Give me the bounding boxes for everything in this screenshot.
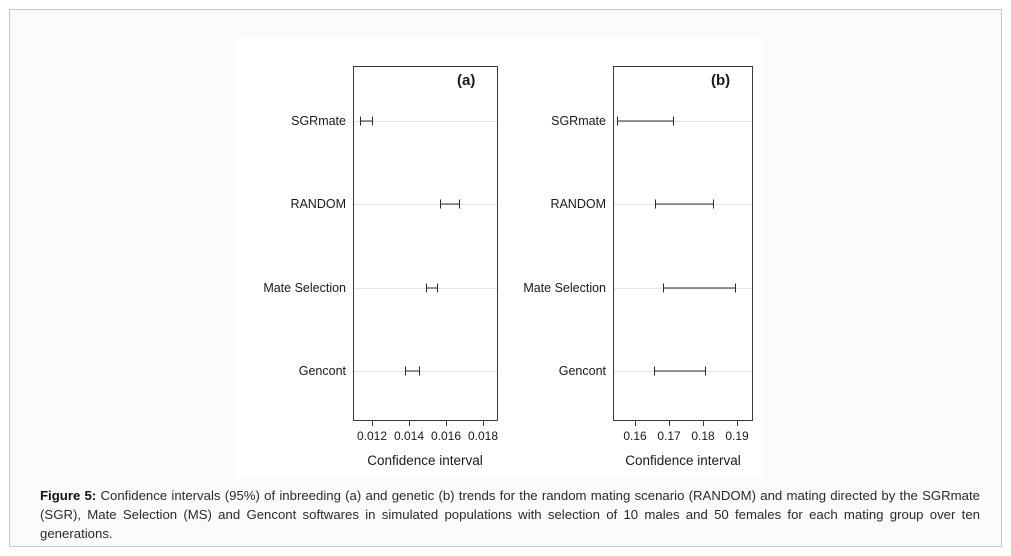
- figure-caption: [40, 486, 980, 543]
- category-label: Mate Selection: [263, 281, 346, 295]
- interval-cap-upper: [372, 117, 373, 126]
- x-axis-tick: [635, 421, 636, 426]
- confidence-interval-bar: [654, 371, 706, 372]
- x-axis-tick-label: 0.18: [691, 429, 715, 443]
- interval-cap-lower: [440, 200, 441, 209]
- category-label: SGRmate: [291, 114, 346, 128]
- interval-cap-lower: [426, 284, 427, 293]
- interval-cap-upper: [459, 200, 460, 209]
- category-label: SGRmate: [551, 114, 606, 128]
- figure-caption-label: Figure 5:: [40, 488, 97, 503]
- x-axis-tick: [446, 421, 447, 426]
- interval-cap-upper: [419, 367, 420, 376]
- x-axis-tick-label: 0.17: [657, 429, 681, 443]
- x-axis-tick: [669, 421, 670, 426]
- x-axis-tick-label: 0.014: [393, 429, 425, 443]
- x-axis-title: Confidence interval: [367, 453, 483, 468]
- plot-frame-b: [613, 66, 753, 421]
- interval-cap-lower: [360, 117, 361, 126]
- interval-cap-lower: [617, 117, 618, 126]
- category-label: Mate Selection: [523, 281, 606, 295]
- x-axis-tick: [483, 421, 484, 426]
- interval-cap-upper: [735, 284, 736, 293]
- category-label: RANDOM: [550, 197, 606, 211]
- confidence-interval-bar: [405, 371, 420, 372]
- chart-panel-b: [503, 38, 763, 478]
- interval-cap-upper: [673, 117, 674, 126]
- gridline: [354, 121, 497, 122]
- interval-cap-lower: [663, 284, 664, 293]
- category-label: Gencont: [558, 364, 606, 378]
- interval-cap-lower: [655, 200, 656, 209]
- figure-frame: [9, 9, 1002, 547]
- chart-panel-a: [235, 38, 503, 478]
- x-axis-tick: [372, 421, 373, 426]
- confidence-interval-bar: [617, 121, 674, 122]
- x-axis-tick: [409, 421, 410, 426]
- x-axis-tick-label: 0.19: [725, 429, 749, 443]
- x-axis-title: Confidence interval: [625, 453, 741, 468]
- confidence-interval-bar: [655, 204, 714, 205]
- x-axis-tick: [737, 421, 738, 426]
- gridline: [354, 204, 497, 205]
- figure-caption-text: Confidence intervals (95%) of inbreeding (a) and genetic (b) trends for the random mating scenario (RANDOM) and mating directed by the SGRmate (SGR), Mate Selection (MS) and Gencont softwares in simulated populations with selection of 10 males and 50 females for each mating group over ten generations.: [40, 488, 980, 542]
- x-axis-tick: [703, 421, 704, 426]
- gridline: [354, 371, 497, 372]
- category-label: Gencont: [298, 364, 346, 378]
- x-axis-tick-label: 0.016: [430, 429, 462, 443]
- confidence-interval-bar: [360, 121, 373, 122]
- interval-cap-upper: [713, 200, 714, 209]
- interval-cap-lower: [654, 367, 655, 376]
- x-axis-tick-label: 0.16: [623, 429, 647, 443]
- interval-cap-upper: [705, 367, 706, 376]
- plot-area: [235, 38, 763, 478]
- plot-frame-a: [353, 66, 498, 421]
- x-axis-tick-label: 0.012: [356, 429, 388, 443]
- panel-label-b: (b): [711, 72, 731, 89]
- interval-cap-lower: [405, 367, 406, 376]
- x-axis-tick-label: 0.018: [467, 429, 499, 443]
- category-label: RANDOM: [290, 197, 346, 211]
- confidence-interval-bar: [663, 288, 736, 289]
- confidence-interval-bar: [440, 204, 460, 205]
- panel-label-a: (a): [457, 72, 476, 89]
- interval-cap-upper: [437, 284, 438, 293]
- confidence-interval-bar: [426, 288, 438, 289]
